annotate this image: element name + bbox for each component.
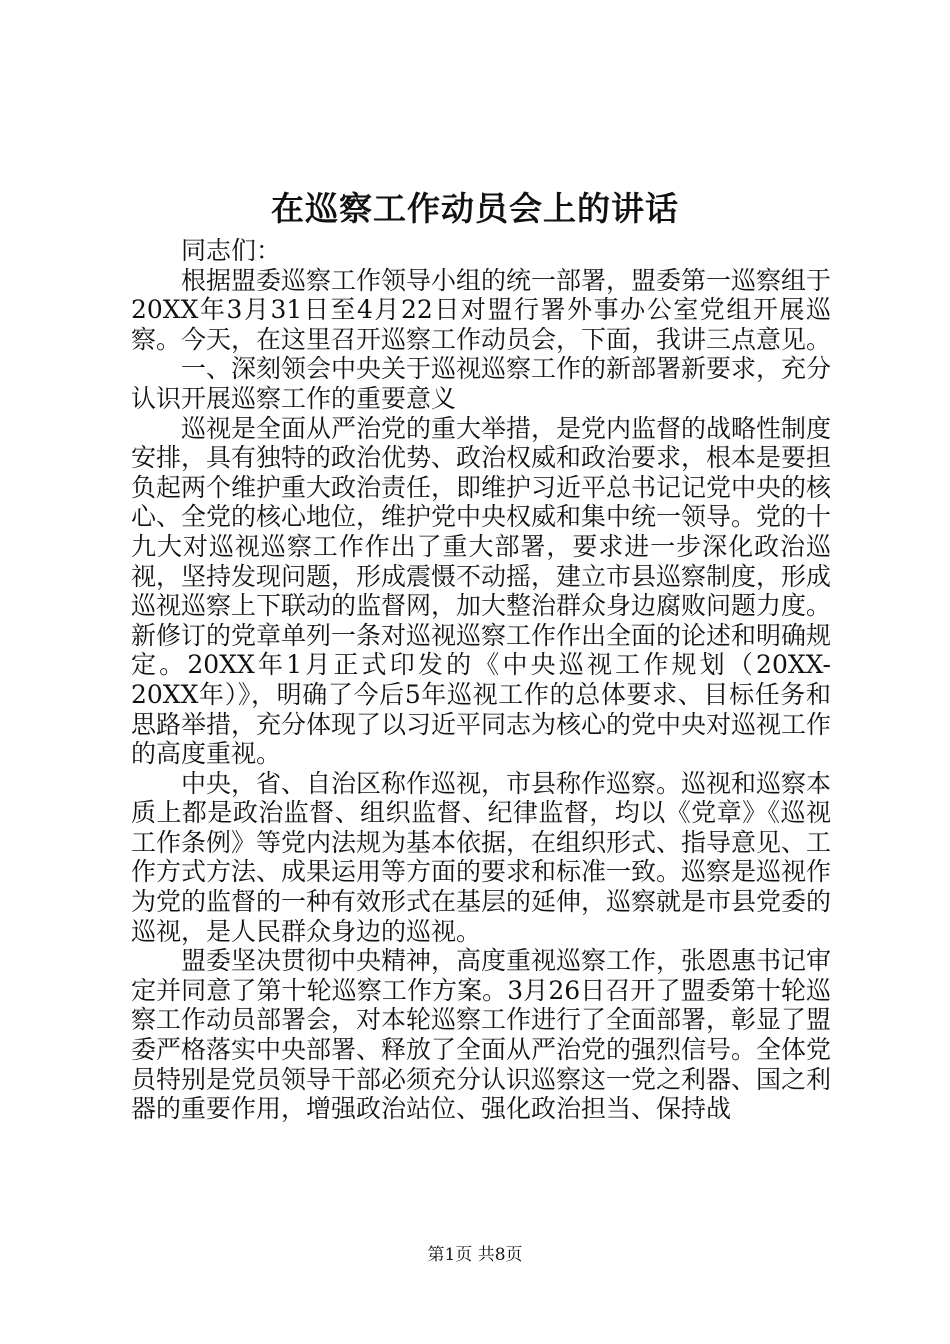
body-paragraph: 盟委坚决贯彻中央精神，高度重视巡察工作，张恩惠书记审定并同意了第十轮巡察工作方案。3月26日召开了盟委第十轮巡察工作动员部署会，对本轮巡察工作进行了全面部署，彰显了盟委严格落实中央部署、释放了全面从严治党的强烈信号。全体党员特别是党员领导干部必须充分认识巡察这一党之利器、国之利器的重要作用，增强政治站位、强化政治担当、保持战: [131, 946, 832, 1124]
document-body: [131, 236, 831, 1124]
page-footer: 第1页 共8页: [427, 1245, 523, 1265]
salutation-paragraph: 同志们：: [181, 236, 282, 265]
section-heading-1: 一、深刻领会中央关于巡视巡察工作的新部署新要求，充分认识开展巡察工作的重要意义: [131, 354, 832, 413]
document-title: 在巡察工作动员会上的讲话: [271, 189, 679, 228]
intro-paragraph: 根据盟委巡察工作领导小组的统一部署，盟委第一巡察组于20XX年3月31日至4月22日对盟行署外事办公室党组开展巡察。今天，在这里召开巡察工作动员会，下面，我讲三点意见。: [131, 265, 832, 354]
body-paragraph: 中央，省、自治区称作巡视，市县称作巡察。巡视和巡察本质上都是政治监督、组织监督、纪律监督，均以《党章》《巡视工作条例》等党内法规为基本依据，在组织形式、指导意见、工作方式方法、成果运用等方面的要求和标准一致。巡察是巡视作为党的监督的一种有效形式在基层的延伸，巡察就是市县党委的巡视，是人民群众身边的巡视。: [131, 768, 832, 946]
body-paragraph: 巡视是全面从严治党的重大举措，是党内监督的战略性制度安排，具有独特的政治优势、政治权威和政治要求，根本是要担负起两个维护重大政治责任，即维护习近平总书记记党中央的核心、全党的核心地位，维护党中央权威和集中统一领导。党的十九大对巡视巡察工作作出了重大部署，要求进一步深化政治巡视，坚持发现问题，形成震慑不动摇，建立市县巡察制度，形成巡视巡察上下联动的监督网，加大整治群众身边腐败问题力度。新修订的党章单列一条对巡视巡察工作作出全面的论述和明确规定。20XX年1月正式印发的《中央巡视工作规划（20XX-20XX年）》，明确了今后5年巡视工作的总体要求、目标任务和思路举措，充分体现了以习近平同志为核心的党中央对巡视工作的高度重视。: [131, 413, 832, 769]
